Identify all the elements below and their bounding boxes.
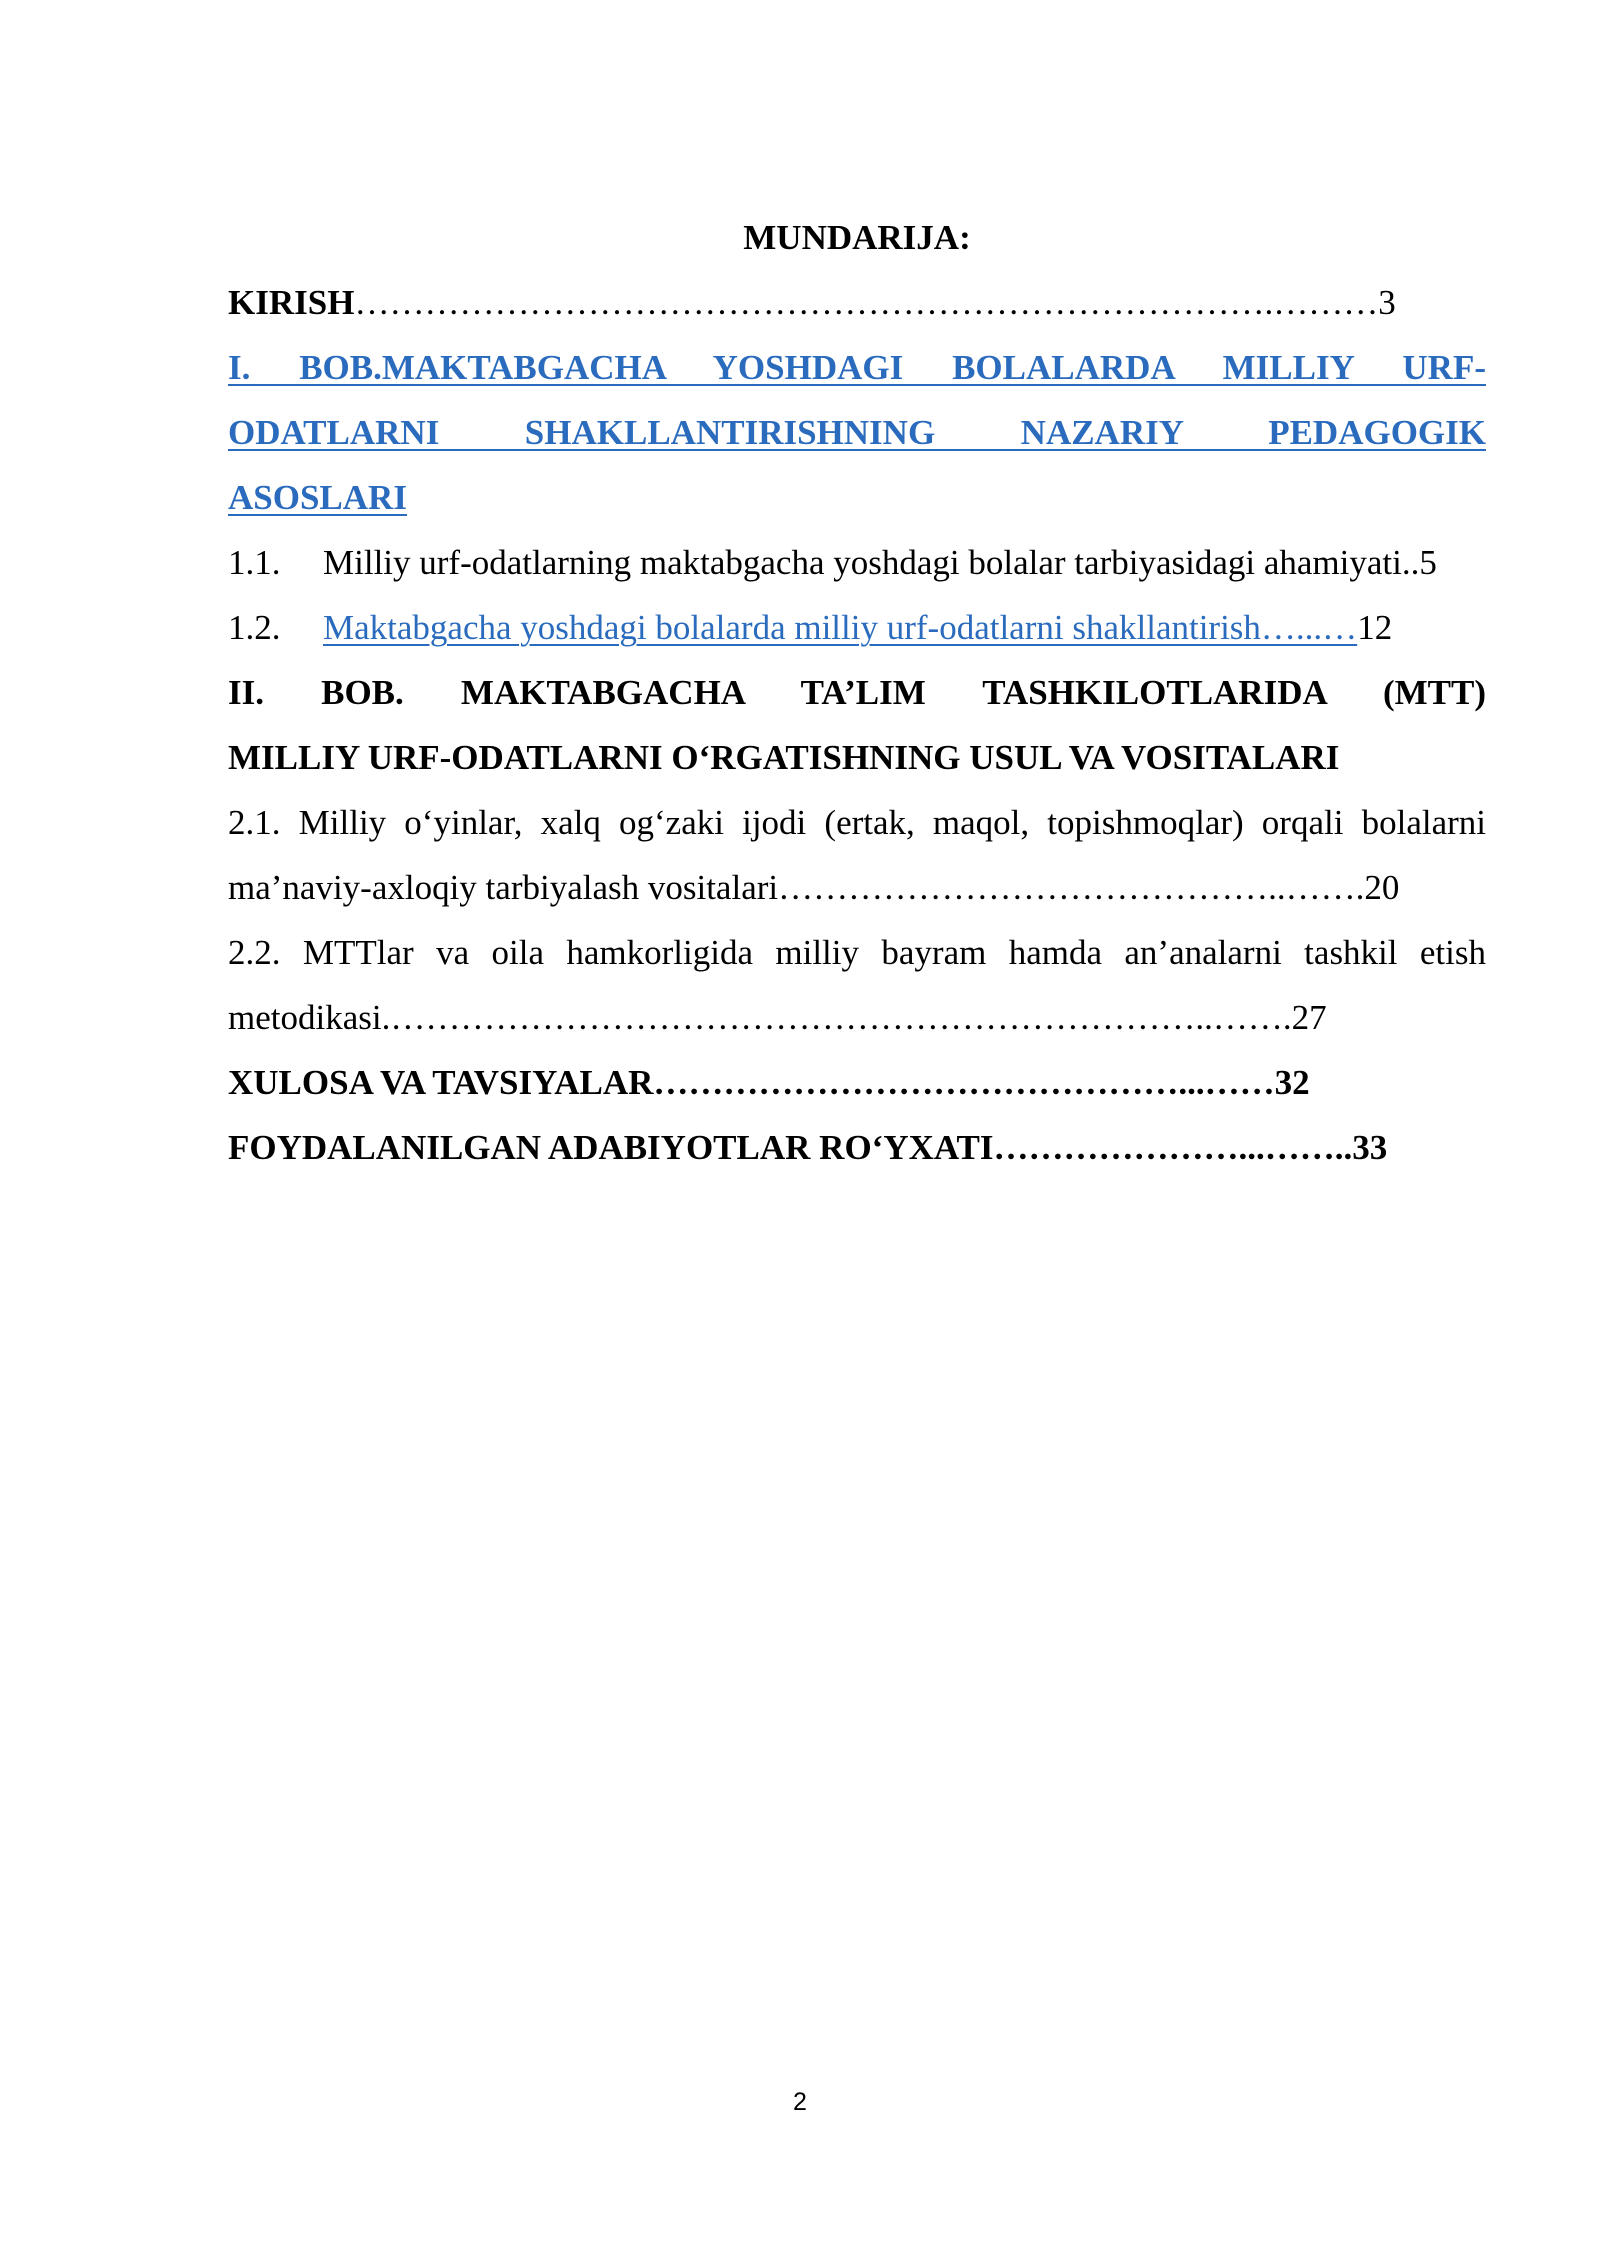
toc-entry-xulosa[interactable] xyxy=(228,1050,1486,1115)
toc-chapter-1-line-3[interactable]: ASOSLARI xyxy=(228,478,407,517)
toc-chapter-1-line-2[interactable]: ODATLARNI SHAKLLANTIRISHNING NAZARIY PEDAGOGIK xyxy=(228,413,1486,452)
toc-entry-label: XULOSA VA TAVSIYALAR………………………………………...…… xyxy=(228,1063,1275,1102)
table-of-contents xyxy=(228,205,1486,1180)
toc-entry-label: KIRISH xyxy=(228,283,355,322)
toc-section-number: 1.1. xyxy=(228,543,281,582)
toc-entry-adabiyotlar[interactable] xyxy=(228,1115,1486,1180)
toc-page-number: 20 xyxy=(1364,868,1400,907)
toc-page-number: 5 xyxy=(1419,543,1437,582)
toc-chapter-2-line-2[interactable]: MILLIY URF-ODATLARNI O‘RGATISHNING USUL VA VOSITALARI xyxy=(228,738,1340,777)
toc-title: MUNDARIJA: xyxy=(743,218,971,257)
toc-entry-2-1-line-1[interactable]: 2.1. Milliy o‘yinlar, xalq og‘zaki ijodi (ertak, maqol, topishmoqlar) orqali bolalarni xyxy=(228,803,1486,842)
toc-page-number: 33 xyxy=(1352,1128,1388,1167)
toc-page-number: 32 xyxy=(1274,1063,1310,1102)
toc-entry-kirish[interactable] xyxy=(228,270,1486,335)
toc-page-number: 12 xyxy=(1357,608,1393,647)
toc-entry-text: metodikasi.……………………………………………………………..……. xyxy=(228,998,1292,1037)
toc-section-number: 1.2. xyxy=(228,608,281,647)
toc-entry-text: Milliy urf-odatlarning maktabgacha yoshdagi bolalar tarbiyasidagi ahamiyati.. xyxy=(323,543,1420,582)
toc-entry-1-2[interactable] xyxy=(228,595,1486,660)
toc-entry-label: FOYDALANILGAN ADABIYOTLAR RO‘YXATI…………………...…….. xyxy=(228,1128,1353,1167)
toc-chapter-2-line-1[interactable]: II. BOB. MAKTABGACHA TA’LIM TASHKILOTLARIDA (MTT) xyxy=(228,673,1486,712)
toc-entry-2-1-line-2[interactable] xyxy=(228,855,1486,920)
page-number: 2 xyxy=(793,2088,807,2116)
toc-entry-text: ma’naviy-axloqiy tarbiyalash vositalari……………………………………..……. xyxy=(228,868,1365,907)
toc-leader-dots: …………………………………………………………………….……… xyxy=(354,283,1379,322)
toc-entry-link[interactable]: Maktabgacha yoshdagi bolalarda milliy urf-odatlarni shakllantirish…...… xyxy=(323,608,1358,647)
toc-entry-2-2-line-2[interactable] xyxy=(228,985,1486,1050)
toc-entry-1-1[interactable] xyxy=(228,530,1486,595)
toc-entry-2-2-line-1[interactable]: 2.2. MTTlar va oila hamkorligida milliy bayram hamda an’analarni tashkil etish xyxy=(228,933,1486,972)
toc-chapter-1-line-1[interactable]: I. BOB.MAKTABGACHA YOSHDAGI BOLALARDA MILLIY URF- xyxy=(228,348,1486,387)
toc-page-number: 3 xyxy=(1378,283,1396,322)
toc-page-number: 27 xyxy=(1291,998,1327,1037)
